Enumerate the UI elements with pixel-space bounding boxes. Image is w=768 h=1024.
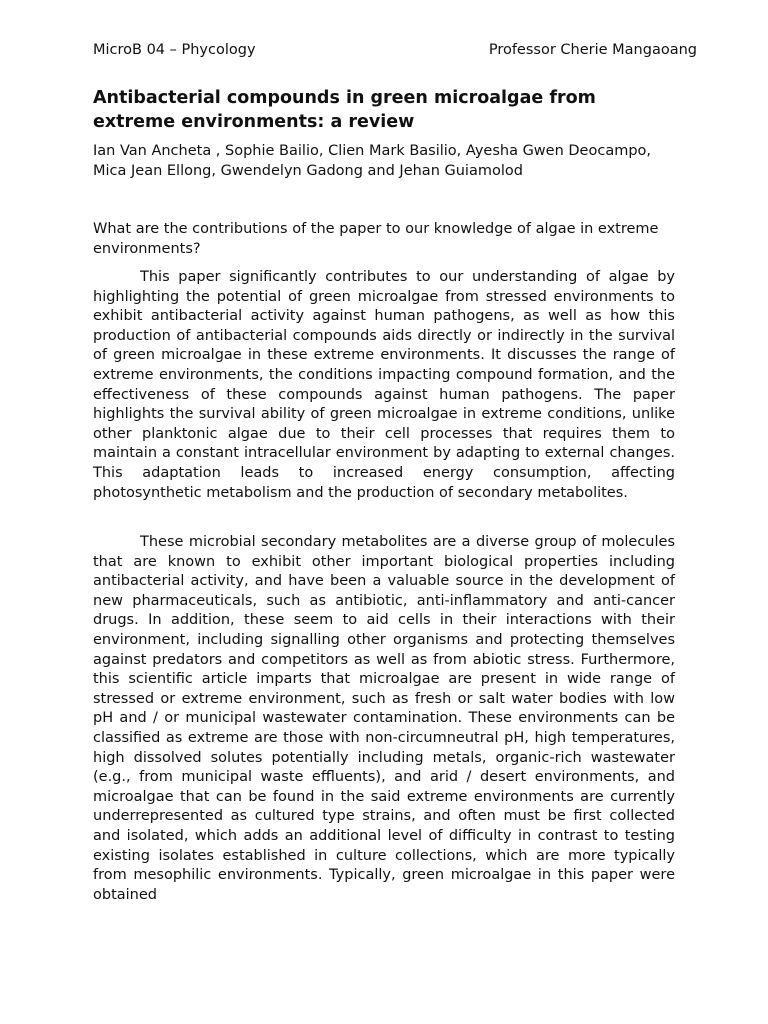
body-paragraph-1: This paper significantly contributes to our understanding of algae by highlighting the potential of green microalgae from stressed environments to exhibit antibacterial activity against human pathogens, as well as how this production of antibacterial compounds aids directly or indirectly in the survival of green microalgae in these extreme environments. It discusses the range of extreme environments, the conditions impacting compound formation, and the effectiveness of these compounds against human pathogens. The paper highlights the survival ability of green microalgae in extreme conditions, unlike other planktonic algae due to their cell processes that requires them to maintain a constant intracellular environment by adapting to external changes. This adaptation leads to increased energy consumption, affecting photosynthetic metabolism and the production of secondary metabolites. [93, 269, 675, 501]
author-list: Ian Van Ancheta , Sophie Bailio, Clien Mark Basilio, Ayesha Gwen Deocampo, Mica Jean Ellong, Gwendelyn Gadong and Jehan Guiamolod [93, 143, 652, 179]
document-title: Antibacterial compounds in green microalgae from extreme environments: a review [93, 88, 596, 132]
body-paragraph-2: These microbial secondary metabolites are a diverse group of molecules that are known to exhibit other important biological properties including antibacterial activity, and have been a valuable source in the development of new pharmaceuticals, such as antibiotic, anti-inflammatory and anti-cancer drugs. In addition, these seem to aid cells in their interactions with their environment, including signalling other organisms and protecting themselves against predators and competitors as well as from abiotic stress. Furthermore, this scientific article imparts that microalgae are present in wide range of stressed or extreme environment, such as fresh or salt water bodies with low pH and / or municipal wastewater contamination. These environments can be classified as extreme are those with non-circumneutral pH, high temperatures, high dissolved solutes potentially including metals, organic-rich wastewater (e.g., from municipal waste effluents), and arid / desert environments, and microalgae that can be found in the said extreme environments are currently underrepresented as cultured type strains, and often must be first collected and isolated, which adds an additional level of difficulty in contrast to testing existing isolates established in culture collections, which are more typically from mesophilic environments. Typically, green microalgae in this paper were obtained [93, 534, 675, 903]
page-header [93, 42, 697, 64]
professor-label: Professor Cherie Mangaoang [488, 42, 697, 58]
guide-question: What are the contributions of the paper to our knowledge of algae in extreme environments? [93, 221, 659, 257]
course-label: MicroB 04 – Phycology [93, 42, 256, 58]
